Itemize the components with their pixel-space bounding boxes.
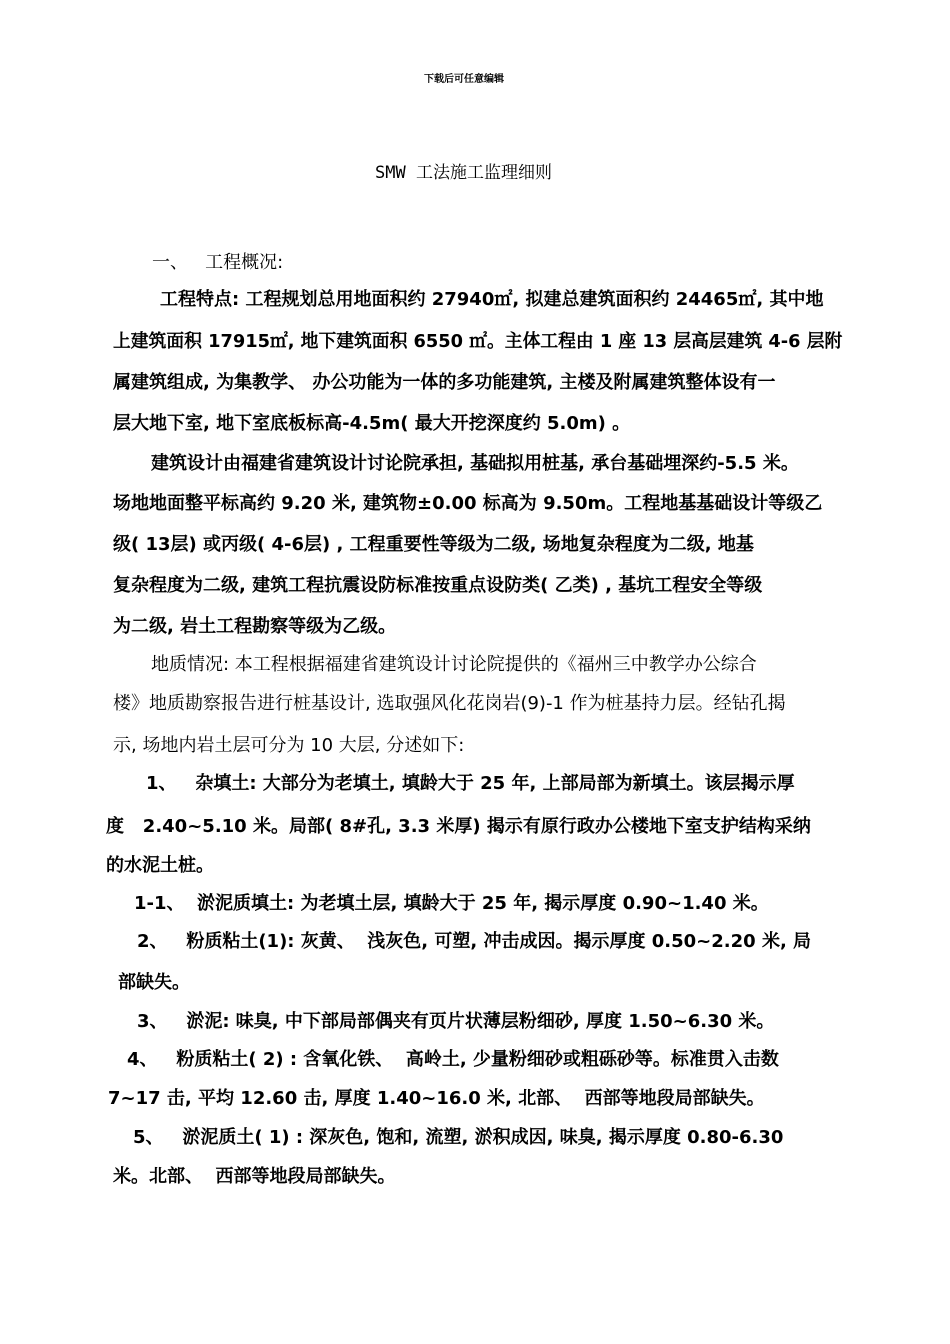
paragraph-line: 属建筑组成, 为集教学、 办公功能为一体的多功能建筑, 主楼及附属建筑整体设有一 bbox=[113, 372, 776, 393]
document-title: SMW 工法施工监理细则 bbox=[375, 163, 552, 183]
list-item-line: 1、 杂填土: 大部分为老填土, 填龄大于 25 年, 上部局部为新填土。该层揭示厚 bbox=[146, 773, 795, 794]
paragraph-line: 级( 13层) 或丙级( 4-6层) , 工程重要性等级为二级, 场地复杂程度为二级, 地基 bbox=[113, 534, 754, 555]
list-item-line: 4、 粉质粘土( 2) : 含氧化铁、 高岭土, 少量粉细砂或粗砾砂等。标准贯入击数 bbox=[127, 1049, 779, 1070]
paragraph-line: 复杂程度为二级, 建筑工程抗震设防标准按重点设防类( 乙类) , 基坑工程安全等级 bbox=[113, 575, 763, 596]
list-item-line: 1-1、 淤泥质填土: 为老填土层, 填龄大于 25 年, 揭示厚度 0.90~1.40 米。 bbox=[134, 893, 769, 914]
paragraph-line: 建筑设计由福建省建筑设计讨论院承担, 基础拟用桩基, 承台基础埋深约-5.5 米。 bbox=[151, 453, 799, 474]
section-heading: 一、 工程概况: bbox=[152, 252, 284, 273]
page-header-note: 下载后可任意编辑 bbox=[424, 74, 504, 85]
list-item-line: 7~17 击, 平均 12.60 击, 厚度 1.40~16.0 米, 北部、 西部等地段局部缺失。 bbox=[108, 1088, 765, 1109]
list-item-line: 5、 淤泥质土( 1) : 深灰色, 饱和, 流塑, 淤积成因, 味臭, 揭示厚度 0.80-6.30 bbox=[133, 1127, 784, 1148]
paragraph-line: 上建筑面积 17915㎡, 地下建筑面积 6550 ㎡。主体工程由 1 座 13 层高层建筑 4-6 层附 bbox=[113, 331, 843, 352]
paragraph-line: 楼》地质勘察报告进行桩基设计, 选取强风化花岗岩(9)-1 作为桩基持力层。经钻孔揭 bbox=[113, 693, 786, 714]
list-item-line: 3、 淤泥: 味臭, 中下部局部偶夹有页片状薄层粉细砂, 厚度 1.50~6.30 米。 bbox=[137, 1011, 775, 1032]
paragraph-line: 示, 场地内岩土层可分为 10 大层, 分述如下: bbox=[113, 735, 465, 756]
list-item-line: 部缺失。 bbox=[118, 972, 190, 993]
paragraph-line: 工程特点: 工程规划总用地面积约 27940㎡, 拟建总建筑面积约 24465㎡, 其中地 bbox=[160, 289, 824, 310]
list-item-line: 的水泥土桩。 bbox=[106, 855, 214, 876]
list-item-line: 米。北部、 西部等地段局部缺失。 bbox=[113, 1166, 396, 1187]
paragraph-line: 地质情况: 本工程根据福建省建筑设计讨论院提供的《福州三中教学办公综合 bbox=[151, 654, 757, 675]
paragraph-line: 场地地面整平标高约 9.20 米, 建筑物±0.00 标高为 9.50m。工程地基基础设计等级乙 bbox=[113, 493, 823, 514]
list-item-line: 度 2.40~5.10 米。局部( 8#孔, 3.3 米厚) 揭示有原行政办公楼地下室支护结构采纳 bbox=[106, 816, 811, 837]
paragraph-line: 层大地下室, 地下室底板标高-4.5m( 最大开挖深度约 5.0m) 。 bbox=[113, 413, 631, 434]
list-item-line: 2、 粉质粘土(1): 灰黄、 浅灰色, 可塑, 冲击成因。揭示厚度 0.50~2.20 米, 局 bbox=[137, 931, 812, 952]
paragraph-line: 为二级, 岩土工程勘察等级为乙级。 bbox=[113, 616, 397, 637]
